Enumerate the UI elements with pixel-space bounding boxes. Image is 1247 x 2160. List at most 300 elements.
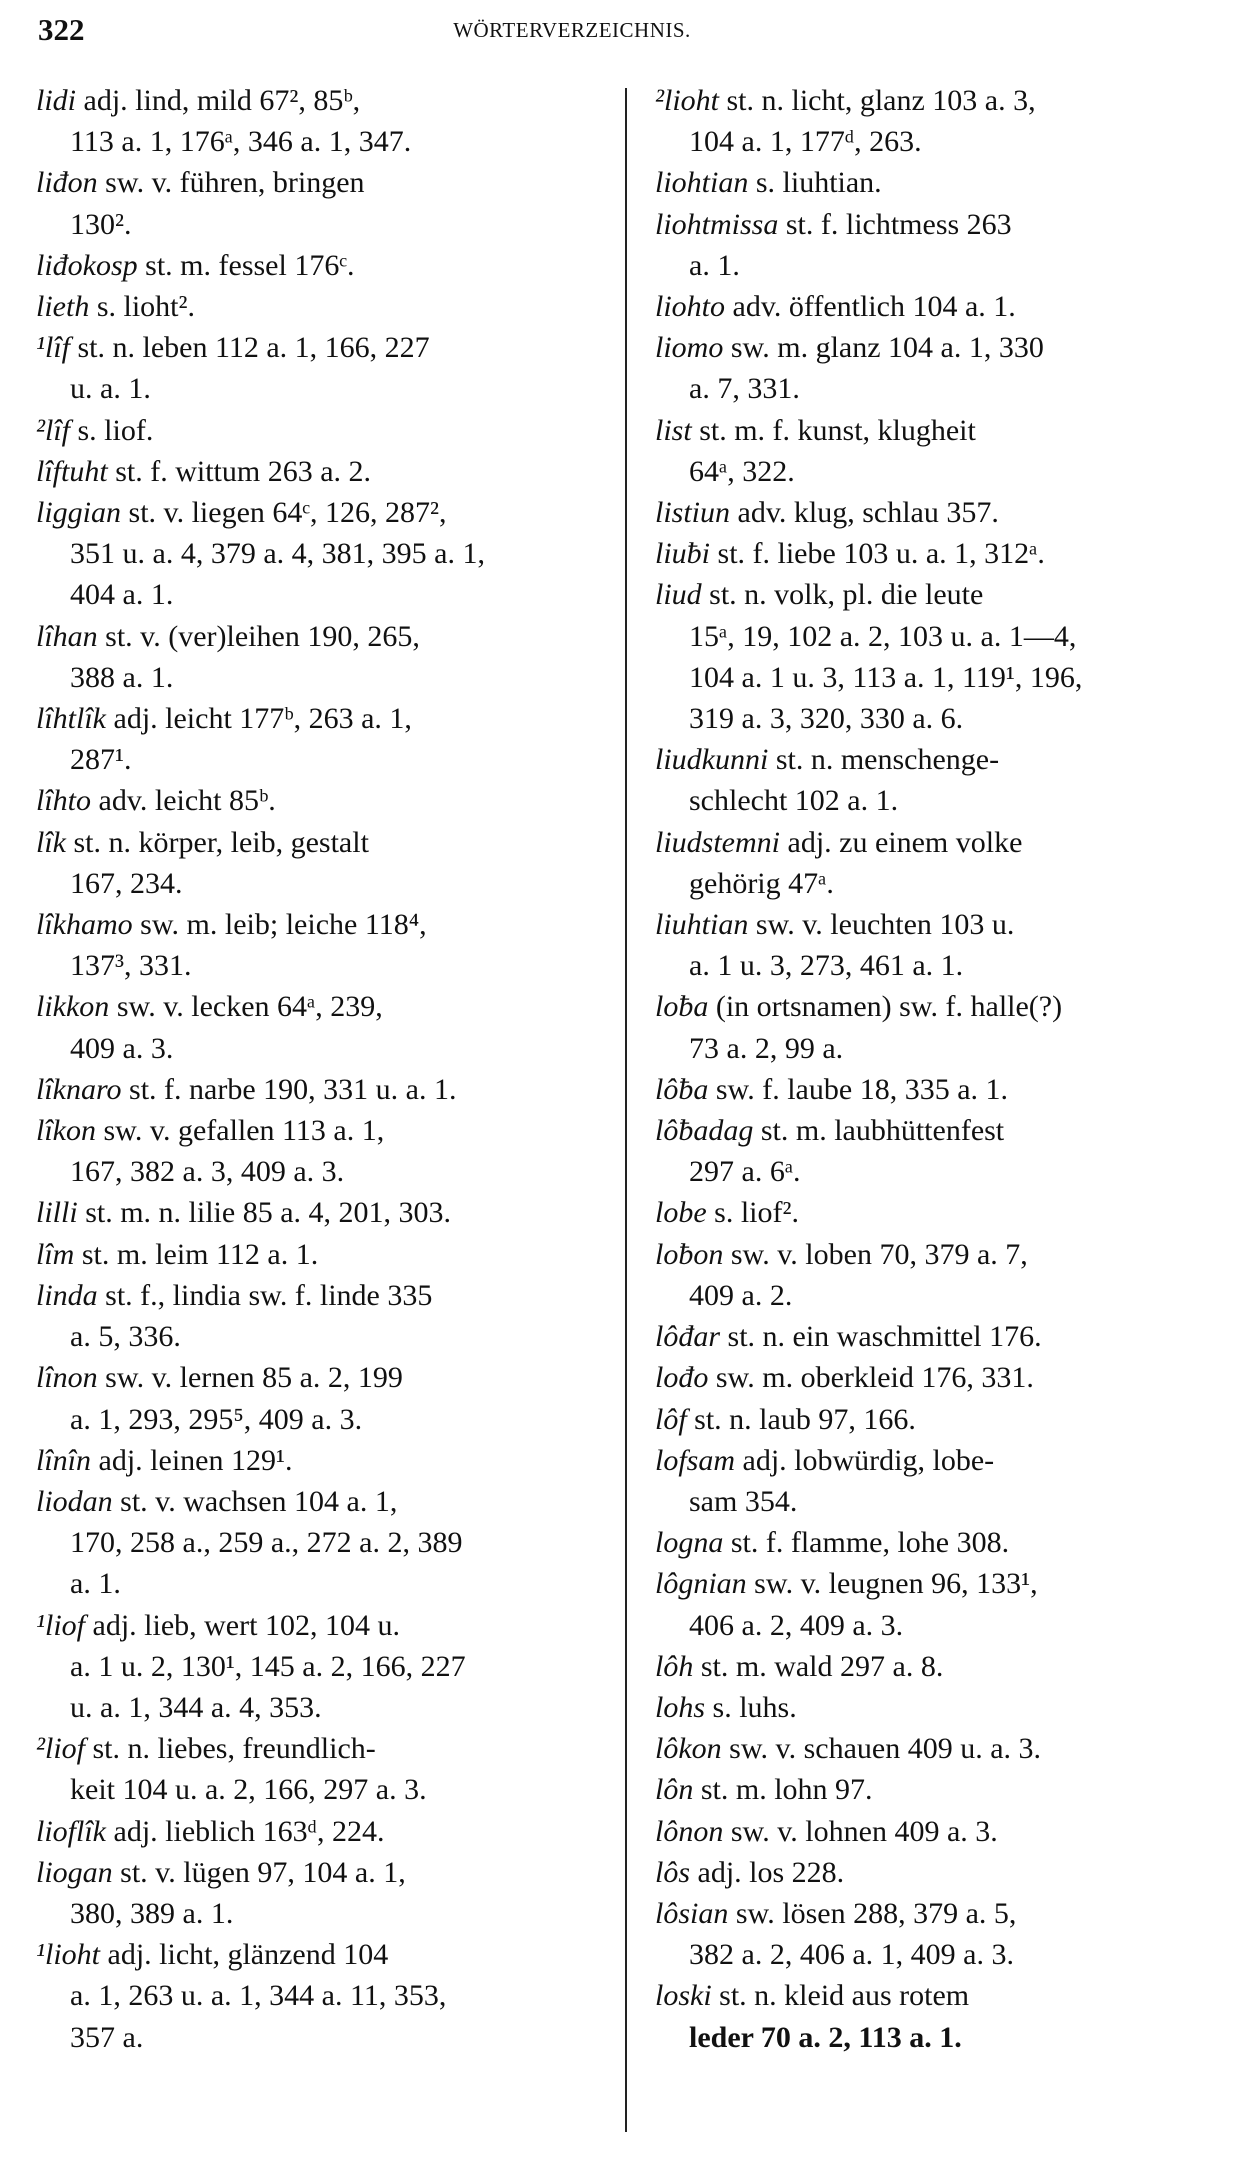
entry-text: s. luhs.	[705, 1690, 797, 1724]
entry-line	[36, 1192, 604, 1233]
entry-line	[36, 327, 604, 368]
entry-line	[655, 574, 1223, 615]
entry-line	[36, 1110, 604, 1151]
dictionary-entry	[655, 1440, 1223, 1522]
dictionary-entry	[36, 1811, 604, 1852]
entry-text: adj. zu einem volke	[780, 825, 1023, 859]
dictionary-entry	[655, 410, 1223, 492]
entry-line	[655, 410, 1223, 451]
entry-line	[655, 1440, 1223, 1481]
entry-headword: liđokosp	[36, 248, 138, 282]
entry-headword: linda	[36, 1278, 98, 1312]
entry-text: st. f. wittum 263 a. 2.	[107, 454, 372, 488]
entry-line	[655, 1316, 1223, 1357]
dictionary-entry	[655, 80, 1223, 162]
entry-headword: lioflîk	[36, 1814, 106, 1848]
dictionary-entry	[36, 616, 604, 698]
entry-text: adj. leicht 177ᵇ, 263 a. 1,	[106, 702, 412, 736]
entry-text: (in ortsnamen) sw. f. halle(?)	[708, 990, 1063, 1024]
entry-line	[36, 574, 604, 615]
dictionary-entry	[36, 1605, 604, 1729]
entry-line	[655, 1110, 1223, 1151]
entry-line	[36, 286, 604, 327]
entry-line	[655, 80, 1223, 121]
entry-headword: lôs	[655, 1855, 691, 1889]
entry-headword: liđon	[36, 166, 98, 200]
entry-line	[655, 1563, 1223, 1604]
entry-headword: liogan	[36, 1855, 113, 1889]
dictionary-entry	[655, 1563, 1223, 1645]
entry-text: 404 a. 1.	[70, 578, 174, 612]
entry-line	[655, 1481, 1223, 1522]
entry-line	[655, 451, 1223, 492]
entry-line	[36, 2017, 604, 2058]
entry-line	[36, 1481, 604, 1522]
entry-text: 104 a. 1, 177ᵈ, 263.	[689, 125, 922, 159]
entry-text: gehörig 47ᵃ.	[689, 866, 834, 900]
dictionary-entry	[655, 1769, 1223, 1810]
entry-line	[36, 1069, 604, 1110]
dictionary-entry	[36, 1440, 604, 1481]
entry-line	[36, 822, 604, 863]
entry-headword: list	[655, 413, 692, 447]
entry-headword: lôf	[655, 1402, 687, 1436]
entry-line	[36, 451, 604, 492]
column-divider	[625, 88, 627, 2132]
entry-text: sw. v. schauen 409 u. a. 3.	[721, 1732, 1042, 1766]
entry-headword: lîhtlîk	[36, 702, 106, 736]
entry-text: st. n. licht, glanz 103 a. 3,	[719, 84, 1036, 117]
dictionary-entry	[36, 986, 604, 1068]
entry-headword: lôh	[655, 1649, 694, 1683]
entry-line	[655, 1151, 1223, 1192]
entry-text: 104 a. 1 u. 3, 113 a. 1, 119¹, 196,	[689, 660, 1083, 694]
entry-line	[36, 162, 604, 203]
entry-text: sw. m. oberkleid 176, 331.	[708, 1361, 1034, 1395]
entry-headword: liohto	[655, 290, 726, 324]
entry-line	[655, 286, 1223, 327]
entry-text: 409 a. 3.	[70, 1031, 174, 1065]
entry-text: 73 a. 2, 99 a.	[689, 1031, 844, 1065]
entry-headword: liohtmissa	[655, 207, 779, 241]
entry-headword: liohtian	[655, 166, 749, 200]
entry-text: sam 354.	[689, 1484, 798, 1518]
entry-text: 137³, 331.	[70, 949, 192, 983]
dictionary-entry	[655, 492, 1223, 533]
entry-line	[36, 410, 604, 451]
entry-headword: ²lîf	[36, 413, 70, 447]
dictionary-entry	[655, 1399, 1223, 1440]
entry-text: st. m. wald 297 a. 8.	[693, 1649, 944, 1683]
entry-line	[655, 2017, 1223, 2058]
entry-line	[36, 1646, 604, 1687]
entry-line	[36, 121, 604, 162]
entry-headword: liuƀi	[655, 537, 711, 571]
dictionary-entry	[655, 1110, 1223, 1192]
entry-text: s. liof².	[706, 1196, 799, 1230]
dictionary-entry	[36, 780, 604, 821]
entry-headword: lônon	[655, 1814, 724, 1848]
entry-text: a. 1, 293, 295⁵, 409 a. 3.	[70, 1402, 363, 1436]
entry-line	[655, 1234, 1223, 1275]
entry-line	[36, 1852, 604, 1893]
entry-headword: logna	[655, 1526, 724, 1560]
dictionary-entry	[655, 533, 1223, 574]
entry-line	[36, 1605, 604, 1646]
entry-line	[36, 533, 604, 574]
entry-text: st. m. lohn 97.	[693, 1773, 873, 1807]
entry-text: sw. v. leugnen 96, 133¹,	[746, 1567, 1038, 1601]
entry-line	[655, 1646, 1223, 1687]
entry-line	[36, 1440, 604, 1481]
dictionary-entry	[36, 245, 604, 286]
entry-line	[36, 204, 604, 245]
entry-headword: lôsian	[655, 1896, 729, 1930]
entry-line	[655, 1275, 1223, 1316]
entry-text: 319 a. 3, 320, 330 a. 6.	[689, 702, 964, 736]
dictionary-entry	[36, 1852, 604, 1934]
entry-line	[655, 616, 1223, 657]
dictionary-entry	[655, 574, 1223, 739]
entry-line	[36, 986, 604, 1027]
entry-text: st. f., lindia sw. f. linde 335	[97, 1278, 433, 1312]
entry-text: st. m. fessel 176ᶜ.	[137, 248, 355, 282]
entry-line	[655, 1605, 1223, 1646]
entry-headword: lieth	[36, 290, 90, 324]
entry-line	[655, 904, 1223, 945]
entry-text: keit 104 u. a. 2, 166, 297 a. 3.	[70, 1773, 427, 1807]
entry-headword: lohs	[655, 1690, 706, 1724]
entry-text: st. n. liebes, freundlich-	[85, 1732, 376, 1766]
entry-line	[36, 1316, 604, 1357]
entry-line	[655, 1069, 1223, 1110]
entry-line	[36, 492, 604, 533]
entry-headword: listiun	[655, 496, 731, 530]
entry-line	[655, 822, 1223, 863]
dictionary-entry	[655, 1728, 1223, 1769]
dictionary-entry	[36, 1728, 604, 1810]
entry-text: st. n. laub 97, 166.	[686, 1402, 916, 1436]
entry-line	[655, 1769, 1223, 1810]
right-column	[655, 80, 1223, 2058]
entry-headword: lobe	[655, 1196, 707, 1230]
dictionary-entry	[36, 1234, 604, 1275]
entry-line	[36, 1399, 604, 1440]
entry-text: st. f. flamme, lohe 308.	[723, 1526, 1010, 1560]
entry-headword: lôđar	[655, 1320, 721, 1354]
entry-line	[655, 1975, 1223, 2016]
entry-line	[36, 1357, 604, 1398]
entry-text: st. v. wachsen 104 a. 1,	[112, 1484, 398, 1518]
entry-line	[36, 1151, 604, 1192]
entry-headword: liudstemni	[655, 825, 780, 859]
entry-line	[36, 945, 604, 986]
entry-line	[36, 1028, 604, 1069]
entry-line	[36, 80, 604, 121]
entry-text: a. 1.	[689, 248, 740, 282]
entry-line	[655, 245, 1223, 286]
entry-text: adv. leicht 85ᵇ.	[91, 784, 276, 818]
dictionary-entry	[655, 1069, 1223, 1110]
dictionary-entry	[655, 327, 1223, 409]
entry-line	[655, 368, 1223, 409]
entry-text: adv. öffentlich 104 a. 1.	[725, 290, 1016, 324]
dictionary-entry	[655, 904, 1223, 986]
entry-headword: lînîn	[36, 1443, 92, 1477]
entry-line	[655, 1522, 1223, 1563]
entry-text: st. v. liegen 64ᶜ, 126, 287²,	[121, 496, 447, 530]
entry-text: 406 a. 2, 409 a. 3.	[689, 1608, 904, 1642]
entry-text: adv. klug, schlau 357.	[730, 496, 999, 530]
entry-line	[36, 780, 604, 821]
entry-line	[36, 739, 604, 780]
entry-headword: lîhto	[36, 784, 92, 818]
entry-headword: lîk	[36, 825, 66, 859]
entry-headword: lîftuht	[36, 454, 108, 488]
entry-line	[655, 533, 1223, 574]
entry-line	[655, 204, 1223, 245]
entry-text: a. 1, 263 u. a. 1, 344 a. 11, 353,	[70, 1979, 447, 2013]
dictionary-entry	[655, 1646, 1223, 1687]
entry-text: 15ᵃ, 19, 102 a. 2, 103 u. a. 1—4,	[689, 619, 1077, 653]
dictionary-entry	[655, 1811, 1223, 1852]
dictionary-entry	[655, 1192, 1223, 1233]
entry-headword: lîhan	[36, 619, 98, 653]
entry-headword: liodan	[36, 1484, 113, 1518]
entry-text: a. 1 u. 3, 273, 461 a. 1.	[689, 949, 964, 983]
entry-text: sw. v. lecken 64ᵃ, 239,	[109, 990, 383, 1024]
entry-headword: liggian	[36, 496, 122, 530]
entry-text: adj. lobwürdig, lobe-	[735, 1443, 995, 1477]
dictionary-entry	[36, 1481, 604, 1605]
entry-headword: liuhtian	[655, 908, 749, 942]
dictionary-entry	[36, 1192, 604, 1233]
entry-line	[36, 1563, 604, 1604]
entry-text: adj. los 228.	[690, 1855, 845, 1889]
entry-text: 170, 258 a., 259 a., 272 a. 2, 389	[70, 1526, 463, 1560]
entry-text: 113 a. 1, 176ᵃ, 346 a. 1, 347.	[70, 125, 412, 159]
entry-line	[36, 1934, 604, 1975]
entry-headword: lôgnian	[655, 1567, 747, 1601]
entry-text: st. m. laubhüttenfest	[753, 1114, 1005, 1148]
entry-headword: lîknaro	[36, 1072, 122, 1106]
entry-line	[36, 1769, 604, 1810]
dictionary-entry	[36, 1357, 604, 1439]
entry-headword: lôkon	[655, 1732, 722, 1766]
dictionary-entry	[655, 1852, 1223, 1893]
entry-line	[655, 1893, 1223, 1934]
entry-text: st. f. narbe 190, 331 u. a. 1.	[121, 1072, 457, 1106]
entry-text: 297 a. 6ᵃ.	[689, 1155, 801, 1189]
entry-text: adj. licht, glänzend 104	[100, 1938, 389, 1972]
dictionary-entry	[36, 822, 604, 904]
entry-line	[655, 945, 1223, 986]
dictionary-entry	[655, 986, 1223, 1068]
page-number: 322	[38, 12, 85, 47]
dictionary-entry	[36, 80, 604, 162]
entry-line	[655, 1934, 1223, 1975]
entry-text: 409 a. 2.	[689, 1278, 793, 1312]
entry-text: sw. v. loben 70, 379 a. 7,	[723, 1237, 1028, 1271]
entry-text: s. liuhtian.	[748, 166, 882, 200]
entry-line	[36, 1522, 604, 1563]
entry-text: adj. lieb, wert 102, 104 u.	[85, 1608, 400, 1642]
entry-line	[655, 1811, 1223, 1852]
dictionary-entry	[655, 822, 1223, 904]
dictionary-entry	[655, 286, 1223, 327]
dictionary-entry	[36, 327, 604, 409]
entry-text: st. n. volk, pl. die leute	[701, 578, 984, 612]
entry-headword: ²liof	[36, 1732, 85, 1766]
dictionary-entry	[655, 1975, 1223, 2057]
entry-text: u. a. 1, 344 a. 4, 353.	[70, 1690, 322, 1724]
dictionary-entry	[655, 1893, 1223, 1975]
entry-text: sw. lösen 288, 379 a. 5,	[728, 1896, 1017, 1930]
entry-text: st. f. lichtmess 263	[778, 207, 1012, 241]
dictionary-entry	[655, 1357, 1223, 1398]
entry-text: sw. v. führen, bringen	[97, 166, 365, 200]
entry-headword: ¹lioht	[36, 1938, 100, 1972]
entry-headword: lođo	[655, 1361, 709, 1395]
left-column	[36, 80, 604, 2058]
entry-line	[655, 492, 1223, 533]
entry-text: st. n. ein waschmittel 176.	[720, 1320, 1042, 1354]
entry-line	[36, 1728, 604, 1769]
entry-text: u. a. 1.	[70, 372, 151, 406]
entry-line	[655, 1357, 1223, 1398]
dictionary-entry	[36, 698, 604, 780]
entry-line	[655, 780, 1223, 821]
entry-headword: loski	[655, 1979, 712, 2013]
entry-line	[655, 1687, 1223, 1728]
entry-text: 380, 389 a. 1.	[70, 1896, 234, 1930]
entry-text: s. lioht².	[89, 290, 196, 324]
entry-headword: liud	[655, 578, 702, 612]
entry-text: a. 5, 336.	[70, 1320, 181, 1354]
running-title: WÖRTERVERZEICHNIS.	[453, 18, 691, 42]
entry-text: sw. v. gefallen 113 a. 1,	[96, 1114, 385, 1148]
dictionary-entry	[36, 286, 604, 327]
dictionary-entry	[36, 1069, 604, 1110]
dictionary-entry	[36, 492, 604, 616]
entry-headword: lôƀadag	[655, 1114, 754, 1148]
entry-line	[36, 1687, 604, 1728]
entry-text: st. m. leim 112 a. 1.	[74, 1237, 319, 1271]
dictionary-entry	[655, 1522, 1223, 1563]
entry-text: st. n. leben 112 a. 1, 166, 227	[70, 331, 430, 365]
entry-text: 130².	[70, 207, 132, 241]
entry-headword: lîkon	[36, 1114, 96, 1148]
entry-line	[655, 986, 1223, 1027]
entry-text: 357 a.	[70, 2020, 144, 2054]
entry-headword: lofsam	[655, 1443, 736, 1477]
entry-headword: lôƀa	[655, 1072, 709, 1106]
entry-text: 167, 382 a. 3, 409 a. 3.	[70, 1155, 345, 1189]
entry-headword: ²lioht	[655, 84, 719, 117]
page-header	[38, 6, 1218, 56]
entry-text: 167, 234.	[70, 866, 183, 900]
entry-text: 287¹.	[70, 743, 132, 777]
entry-line	[655, 739, 1223, 780]
entry-text: schlecht 102 a. 1.	[689, 784, 899, 818]
entry-headword: loƀon	[655, 1237, 724, 1271]
entry-line	[36, 245, 604, 286]
entry-text: 351 u. a. 4, 379 a. 4, 381, 395 a. 1,	[70, 537, 485, 571]
entry-headword: likkon	[36, 990, 110, 1024]
entry-text: st. v. lügen 97, 104 a. 1,	[112, 1855, 406, 1889]
entry-text: a. 1 u. 2, 130¹, 145 a. 2, 166, 227	[70, 1649, 466, 1683]
entry-headword: loƀa	[655, 990, 709, 1024]
entry-line	[655, 162, 1223, 203]
entry-line	[655, 863, 1223, 904]
entry-text: a. 7, 331.	[689, 372, 800, 406]
dictionary-entry	[36, 410, 604, 451]
entry-line	[655, 1028, 1223, 1069]
entry-headword: ¹liof	[36, 1608, 85, 1642]
entry-headword: lîkhamo	[36, 908, 133, 942]
entry-text: sw. m. glanz 104 a. 1, 330	[723, 331, 1044, 365]
entry-line	[36, 863, 604, 904]
entry-headword: lidi	[36, 84, 77, 117]
entry-headword: liomo	[655, 331, 724, 365]
dictionary-entry	[36, 904, 604, 986]
dictionary-entry	[655, 204, 1223, 286]
entry-line	[655, 327, 1223, 368]
dictionary-entry	[655, 1687, 1223, 1728]
dictionary-entry	[36, 1275, 604, 1357]
entry-text: adj. lieblich 163ᵈ, 224.	[106, 1814, 385, 1848]
entry-text: 64ᵃ, 322.	[689, 454, 795, 488]
dictionary-entry	[36, 162, 604, 244]
entry-line	[36, 1275, 604, 1316]
entry-line	[36, 1811, 604, 1852]
entry-line	[655, 1399, 1223, 1440]
entry-text: 382 a. 2, 406 a. 1, 409 a. 3.	[689, 1938, 1014, 1972]
entry-line	[655, 1192, 1223, 1233]
entry-line	[36, 368, 604, 409]
entry-text: adj. lind, mild 67², 85ᵇ,	[76, 84, 361, 117]
entry-text: leder 70 a. 2, 113 a. 1.	[689, 2020, 962, 2054]
entry-text: st. f. liebe 103 u. a. 1, 312ᵃ.	[710, 537, 1045, 571]
entry-line	[36, 1975, 604, 2016]
entry-line	[36, 616, 604, 657]
dictionary-entry	[36, 451, 604, 492]
entry-text: adj. leinen 129¹.	[91, 1443, 293, 1477]
entry-line	[655, 1852, 1223, 1893]
entry-text: sw. v. leuchten 103 u.	[748, 908, 1015, 942]
entry-headword: lilli	[36, 1196, 78, 1230]
dictionary-entry	[655, 1234, 1223, 1316]
entry-line	[655, 1728, 1223, 1769]
entry-text: st. v. (ver)leihen 190, 265,	[97, 619, 420, 653]
entry-headword: lôn	[655, 1773, 694, 1807]
entry-text: s. liof.	[70, 413, 154, 447]
entry-text: st. m. f. kunst, klugheit	[691, 413, 976, 447]
entry-headword: lîm	[36, 1237, 75, 1271]
dictionary-entry	[36, 1110, 604, 1192]
entry-text: st. n. körper, leib, gestalt	[66, 825, 369, 859]
dictionary-entry	[36, 1934, 604, 2058]
entry-line	[655, 698, 1223, 739]
entry-text: sw. f. laube 18, 335 a. 1.	[708, 1072, 1009, 1106]
entry-headword: liudkunni	[655, 743, 769, 777]
entry-text: st. n. kleid aus rotem	[711, 1979, 970, 2013]
entry-text: 388 a. 1.	[70, 660, 174, 694]
entry-line	[655, 657, 1223, 698]
dictionary-entry	[655, 162, 1223, 203]
dictionary-entry	[655, 1316, 1223, 1357]
entry-headword: ¹lîf	[36, 331, 70, 365]
